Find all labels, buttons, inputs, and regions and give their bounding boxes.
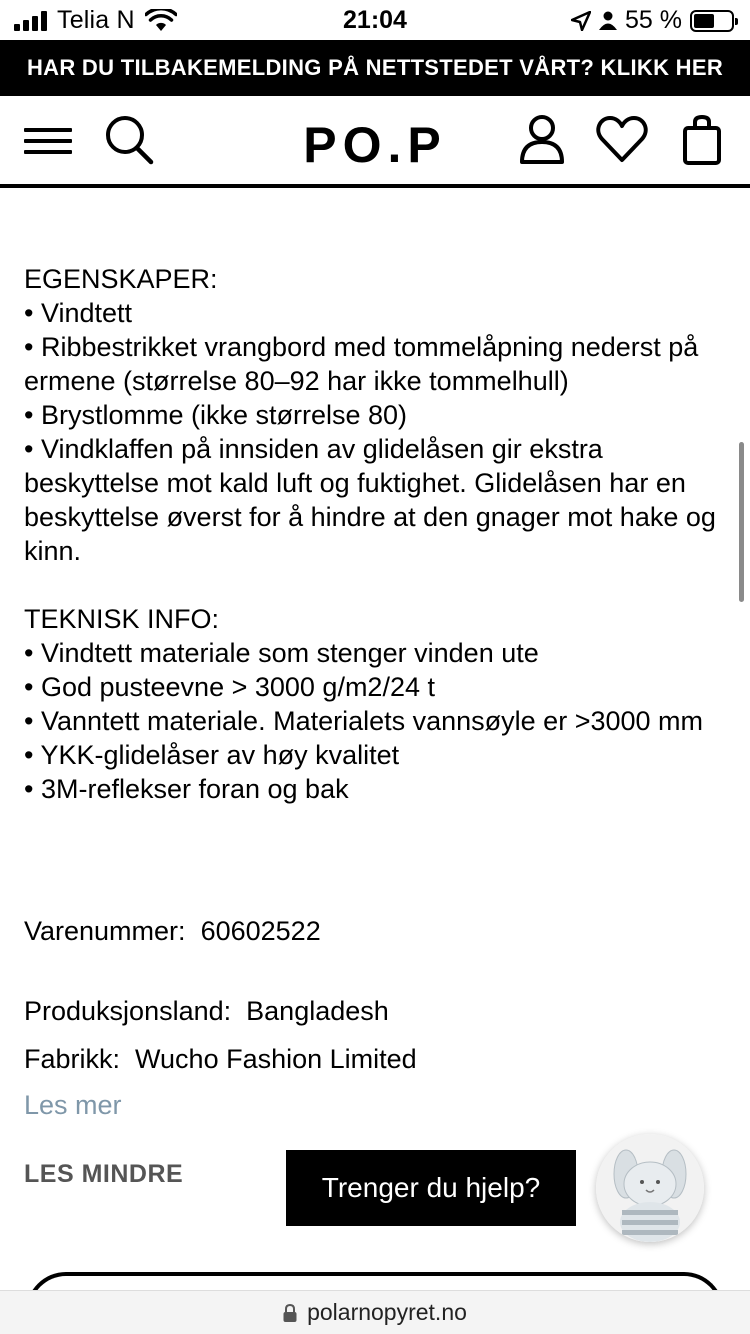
tech-heading: TEKNISK INFO: <box>24 604 220 634</box>
feature-item: • Vindklaffen på innsiden av glidelåsen gir ekstra beskyttelse mot kald luft og fuktighet. Glidelåsen har en beskyttelse øverst for å hindre at den gnager mot hake og kinn. <box>24 434 716 566</box>
site-logo[interactable]: PO.P <box>303 117 447 173</box>
item-number-label: Varenummer: <box>24 916 186 946</box>
clock: 21:04 <box>343 6 407 34</box>
carrier-name: Telia N <box>57 6 135 34</box>
read-more-link[interactable]: Les mer <box>24 1090 122 1120</box>
scrollbar[interactable] <box>739 442 744 602</box>
lock-icon <box>283 1304 297 1322</box>
feature-item: • Ribbestrikket vrangbord med tommelåpning nederst på ermene (størrelse 80–92 har ikke tommelhull) <box>24 332 699 396</box>
status-bar <box>0 0 750 40</box>
feature-item: • Brystlomme (ikke størrelse 80) <box>24 400 408 430</box>
product-description <box>24 262 726 806</box>
feedback-banner[interactable]: HAR DU TILBAKEMELDING PÅ NETTSTEDET VÅRT? KLIKK HER <box>0 40 750 96</box>
factory-value: Wucho Fashion Limited <box>135 1044 417 1074</box>
tech-item: • YKK-glidelåser av høy kvalitet <box>24 740 400 770</box>
tech-item: • Vindtett materiale som stenger vinden ute <box>24 638 539 668</box>
browser-address-bar[interactable] <box>0 1290 750 1334</box>
site-header <box>0 96 750 188</box>
tech-item: • 3M-reflekser foran og bak <box>24 774 349 804</box>
account-icon[interactable] <box>518 114 566 166</box>
country-label: Produksjonsland: <box>24 996 232 1026</box>
factory-label: Fabrikk: <box>24 1044 121 1074</box>
person-icon <box>599 11 617 31</box>
item-number-value: 60602522 <box>200 916 321 946</box>
country-value: Bangladesh <box>246 996 389 1026</box>
location-arrow-icon <box>571 11 591 31</box>
factory-row <box>24 1042 417 1076</box>
read-less-link[interactable]: LES MINDRE <box>24 1160 184 1188</box>
feature-item: • Vindtett <box>24 298 133 328</box>
battery-icon <box>690 10 734 32</box>
country-row <box>24 994 389 1028</box>
bunny-toy-icon <box>596 1134 704 1242</box>
tech-item: • Vanntett materiale. Materialets vannsøyle er >3000 mm <box>24 706 704 736</box>
tech-item: • God pusteevne > 3000 g/m2/24 t <box>24 672 435 702</box>
heart-icon[interactable] <box>596 114 648 166</box>
help-chat-button[interactable]: Trenger du hjelp? <box>286 1150 576 1226</box>
features-heading: EGENSKAPER: <box>24 264 218 294</box>
bag-icon[interactable] <box>682 114 722 166</box>
battery-percent: 55 % <box>625 6 682 34</box>
url-text: polarnopyret.no <box>307 1299 467 1325</box>
item-number-row <box>24 914 321 948</box>
chat-avatar[interactable] <box>596 1134 704 1242</box>
